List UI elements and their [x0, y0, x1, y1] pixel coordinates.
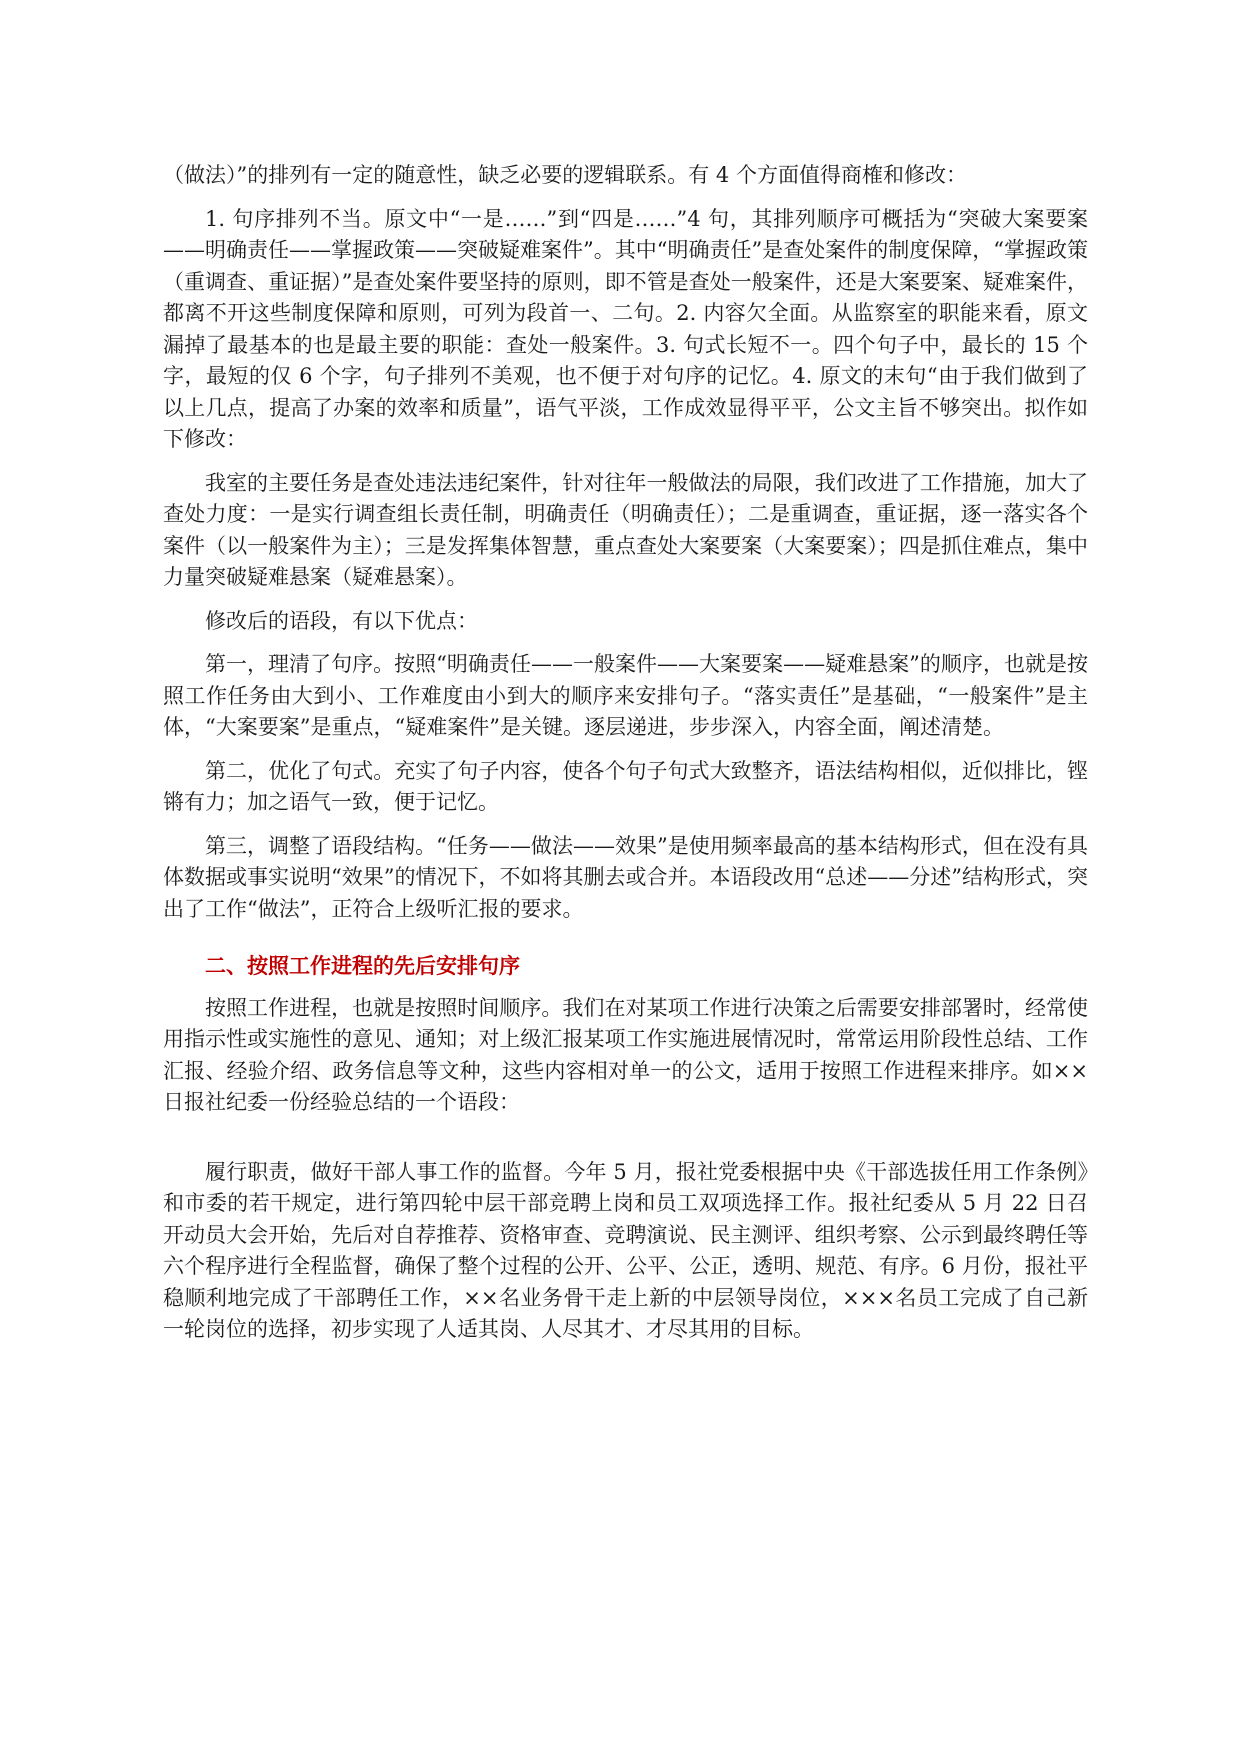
section-heading: 二、按照工作进程的先后安排句序 — [205, 954, 520, 978]
paragraph-advantage-2: 第二，优化了句式。充实了句子内容，使各个句子句式大致整齐，语法结构相似，近似排比，铿锵有力；加之语气一致，便于记忆。 — [163, 758, 1088, 814]
paragraph-intro-continuation: （做法）”的排列有一定的随意性，缺乏必要的逻辑联系。有 4 个方面值得商榷和修改： — [163, 163, 967, 187]
paragraph-advantage-1: 第一，理清了句序。按照“明确责任——一般案件——大案要案——疑难悬案”的顺序，也就是按照工作任务由大到小、工作难度由小到大的顺序来安排句子。“落实责任”是基础，“一般案件”是主体，“大案要案”是重点，“疑难案件”是关键。逐层递进，步步深入，内容全面，阐述清楚。 — [163, 652, 1088, 739]
paragraph-advantages-intro: 修改后的语段，有以下优点： — [205, 608, 478, 633]
paragraph-revised-text: 我室的主要任务是查处违法违纪案件，针对往年一般做法的局限，我们改进了工作措施，加大了查处力度：一是实行调查组长责任制，明确责任（明确责任）；二是重调查，重证据，逐一落实各个案件（以一般案件为主）；三是发挥集体智慧，重点查处大案要案（大案要案）；四是抓住难点，集中力量突破疑难悬案（疑难悬案）。 — [163, 470, 1088, 589]
paragraph-section-intro: 按照工作进程，也就是按照时间顺序。我们在对某项工作进行决策之后需要安排部署时，经常使用指示性或实施性的意见、通知；对上级汇报某项工作实施进展情况时，常常运用阶段性总结、工作汇报、经验介绍、政务信息等文种，这些内容相对单一的公文，适用于按照工作进程来排序。如××日报社纪委一份经验总结的一个语段： — [163, 995, 1088, 1114]
document-page — [163, 160, 1088, 1358]
paragraph-example: 履行职责，做好干部人事工作的监督。今年 5 月，报社党委根据中央《干部选拔任用工作条例》和市委的若干规定，进行第四轮中层干部竞聘上岗和员工双项选择工作。报社纪委从 5 月 22 日召开动员大会开始，先后对自荐推荐、资格审查、竞聘演说、民主测评、组织考察、公示到最终聘任等六个程序进行全程监督，确保了整个过程的公开、公平、公正，透明、规范、有序。6 月份，报社平稳顺利地完成了干部聘任工作，××名业务骨干走上新的中层领导岗位，×××名员工完成了自己新一轮岗位的选择，初步实现了人适其岗、人尽其才、才尽其用的目标。 — [163, 1159, 1088, 1341]
paragraph-advantage-3: 第三，调整了语段结构。“任务——做法——效果”是使用频率最高的基本结构形式，但在没有具体数据或事实说明“效果”的情况下，不如将其删去或合并。本语段改用“总述——分述”结构形式，突出了工作“做法”，正符合上级听汇报的要求。 — [163, 833, 1088, 921]
paragraph-analysis: 1. 句序排列不当。原文中“一是……”到“四是……”4 句，其排列顺序可概括为“突破大案要案——明确责任——掌握政策——突破疑难案件”。其中“明确责任”是查处案件的制度保障，“掌握政策（重调查、重证据）”是查处案件要坚持的原则，即不管是查处一般案件，还是大案要案、疑难案件，都离不开这些制度保障和原则，可列为段首一、二句。2. 内容欠全面。从监察室的职能来看，原文漏掉了最基本的也是最主要的职能：查处一般案件。3. 句式长短不一。四个句子中，最长的 15 个字，最短的仅 6 个字，句子排列不美观，也不便于对句序的记忆。4. 原文的末句“由于我们做到了以上几点，提高了办案的效率和质量”，语气平淡，工作成效显得平平，公文主旨不够突出。拟作如下修改： — [163, 206, 1088, 451]
